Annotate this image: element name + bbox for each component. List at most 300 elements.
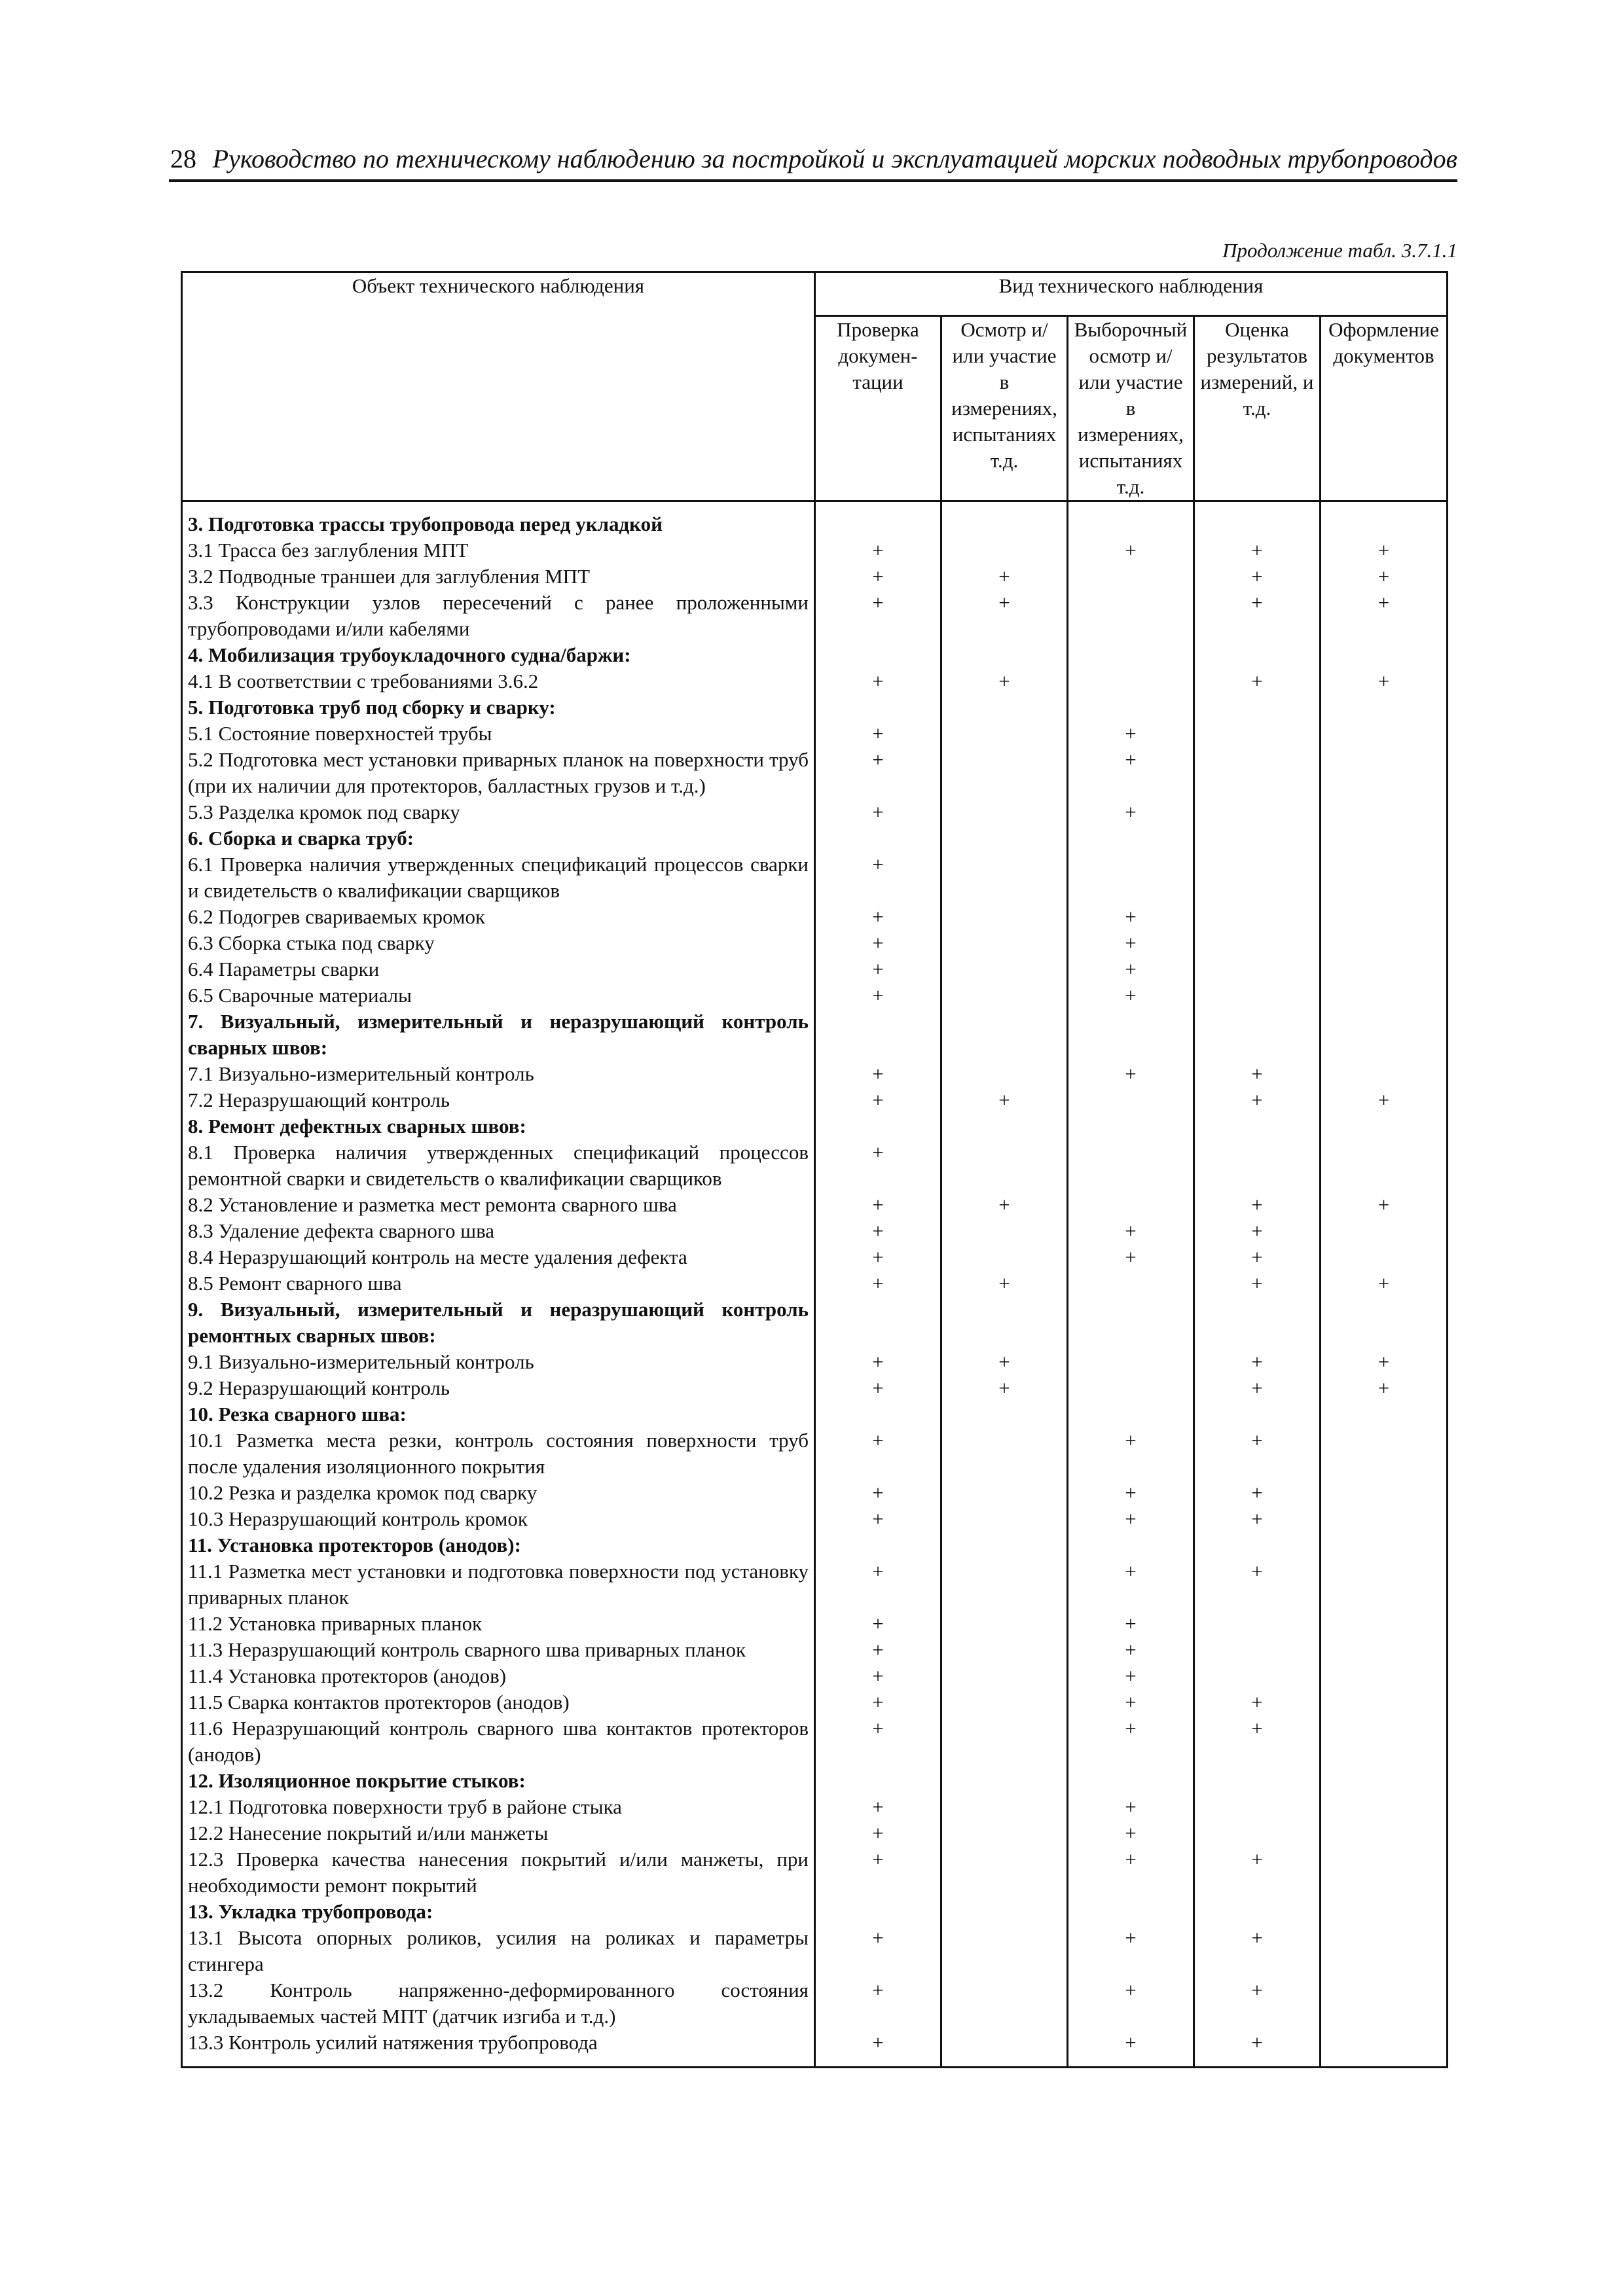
mark-cell: [941, 1794, 1068, 1820]
mark-cell: +: [941, 1349, 1068, 1375]
mark-cell: +: [1068, 930, 1194, 956]
mark-cell: +: [1068, 904, 1194, 930]
mark-cell: [941, 694, 1068, 721]
mark-cell: +: [1068, 1506, 1194, 1532]
mark-cell: [941, 1768, 1068, 1794]
mark-cell: +: [1194, 1480, 1321, 1506]
mark-cell: [1321, 930, 1448, 956]
row-label: 13.1 Высота опорных роликов, усилия на роликах и параметры стингера: [182, 1925, 815, 1977]
mark-cell: [1321, 1218, 1448, 1244]
mark-cell: [1194, 1113, 1321, 1139]
mark-cell: +: [815, 1715, 941, 1768]
mark-cell: [1194, 694, 1321, 721]
mark-cell: +: [815, 982, 941, 1009]
mark-cell: [1321, 1139, 1448, 1192]
mark-cell: [1068, 1192, 1194, 1218]
table-body: [182, 501, 1448, 2068]
mark-cell: [941, 956, 1068, 982]
table-row: [182, 1061, 1448, 1087]
mark-cell: +: [941, 668, 1068, 694]
mark-cell: [1321, 694, 1448, 721]
section-row: [182, 501, 1448, 538]
mark-cell: +: [1068, 1663, 1194, 1689]
mark-cell: +: [941, 590, 1068, 642]
mark-cell: [1194, 1401, 1321, 1427]
mark-cell: [1194, 1768, 1321, 1794]
mark-cell: [1321, 852, 1448, 904]
table-row: [182, 1846, 1448, 1899]
mark-cell: +: [815, 1663, 941, 1689]
mark-cell: +: [815, 1558, 941, 1611]
mark-cell: [815, 694, 941, 721]
mark-cell: [815, 501, 941, 538]
mark-cell: +: [1068, 1925, 1194, 1977]
table-row: [182, 668, 1448, 694]
mark-cell: [941, 1977, 1068, 2030]
mark-cell: +: [1068, 1611, 1194, 1637]
row-label: 9.2 Неразрушающий контроль: [182, 1375, 815, 1401]
table-row: [182, 1977, 1448, 2030]
mark-cell: [1194, 1794, 1321, 1820]
column-header-inspection: Осмотр и/ или участие в измерениях, испытаниях т.д.: [941, 316, 1068, 501]
table-row: [182, 1244, 1448, 1270]
mark-cell: [1321, 1427, 1448, 1480]
mark-cell: [1194, 747, 1321, 799]
mark-cell: +: [1068, 799, 1194, 825]
mark-cell: [941, 2030, 1068, 2068]
mark-cell: +: [815, 1349, 941, 1375]
mark-cell: [1321, 1768, 1448, 1794]
mark-cell: +: [1321, 1192, 1448, 1218]
table-row: [182, 1715, 1448, 1768]
mark-cell: [1068, 564, 1194, 590]
row-label: 3.3 Конструкции узлов пересечений с ранее проложенными трубопроводами и/или кабелями: [182, 590, 815, 642]
mark-cell: +: [1068, 1794, 1194, 1820]
table-row: [182, 1375, 1448, 1401]
mark-cell: [1194, 1663, 1321, 1689]
row-label: 8.3 Удаление дефекта сварного шва: [182, 1218, 815, 1244]
row-label: 9.1 Визуально-измерительный контроль: [182, 1349, 815, 1375]
mark-cell: [941, 1558, 1068, 1611]
mark-cell: [1321, 747, 1448, 799]
mark-cell: +: [815, 1611, 941, 1637]
table-row: [182, 1558, 1448, 1611]
mark-cell: [1321, 1715, 1448, 1768]
mark-cell: +: [1194, 1061, 1321, 1087]
mark-cell: [941, 799, 1068, 825]
mark-cell: +: [1321, 564, 1448, 590]
row-label: 10.1 Разметка места резки, контроль состояния поверхности труб после удаления изоляционного покрытия: [182, 1427, 815, 1480]
mark-cell: [941, 721, 1068, 747]
mark-cell: [941, 1925, 1068, 1977]
section-title: 13. Укладка трубопровода:: [182, 1899, 815, 1925]
section-row: [182, 1532, 1448, 1558]
mark-cell: [1321, 1506, 1448, 1532]
section-title: 7. Визуальный, измерительный и неразрушающий контроль сварных швов:: [182, 1009, 815, 1061]
mark-cell: +: [1068, 1427, 1194, 1480]
row-label: 6.2 Подогрев свариваемых кромок: [182, 904, 815, 930]
mark-cell: [1068, 825, 1194, 852]
row-label: 11.2 Установка приварных планок: [182, 1611, 815, 1637]
mark-cell: [1068, 1087, 1194, 1113]
mark-cell: [941, 642, 1068, 668]
mark-cell: [1068, 1009, 1194, 1061]
mark-cell: [1068, 1375, 1194, 1401]
mark-cell: [1068, 1401, 1194, 1427]
mark-cell: +: [815, 721, 941, 747]
mark-cell: [1068, 1139, 1194, 1192]
table-row: [182, 1820, 1448, 1846]
running-title: Руководство по техническому наблюдению за постройкой и эксплуатацией морских подводных трубопроводов: [212, 144, 1457, 173]
section-title: 9. Визуальный, измерительный и неразрушающий контроль ремонтных сварных швов:: [182, 1297, 815, 1349]
mark-cell: [1321, 721, 1448, 747]
mark-cell: [1321, 1846, 1448, 1899]
section-row: [182, 1899, 1448, 1925]
table-row: [182, 1139, 1448, 1192]
table-row: [182, 590, 1448, 642]
mark-cell: [1068, 642, 1194, 668]
mark-cell: [941, 1663, 1068, 1689]
table-row: [182, 799, 1448, 825]
mark-cell: [815, 1401, 941, 1427]
mark-cell: [815, 825, 941, 852]
mark-cell: [1321, 1009, 1448, 1061]
table-row: [182, 956, 1448, 982]
column-header-document-review: Проверка докумен-тации: [815, 316, 941, 501]
table-row: [182, 1637, 1448, 1663]
table-row: [182, 564, 1448, 590]
mark-cell: [941, 1139, 1068, 1192]
section-row: [182, 1768, 1448, 1794]
mark-cell: +: [941, 1375, 1068, 1401]
mark-cell: +: [815, 956, 941, 982]
mark-cell: +: [1194, 1925, 1321, 1977]
mark-cell: +: [941, 1270, 1068, 1297]
section-row: [182, 825, 1448, 852]
mark-cell: [941, 1637, 1068, 1663]
mark-cell: [815, 1297, 941, 1349]
mark-cell: +: [815, 2030, 941, 2068]
table-row: [182, 537, 1448, 564]
mark-cell: [1194, 721, 1321, 747]
row-label: 8.5 Ремонт сварного шва: [182, 1270, 815, 1297]
mark-cell: [941, 1061, 1068, 1087]
mark-cell: +: [1194, 668, 1321, 694]
row-label: 11.6 Неразрушающий контроль сварного шва контактов протекторов (анодов): [182, 1715, 815, 1768]
section-title: 12. Изоляционное покрытие стыков:: [182, 1768, 815, 1794]
mark-cell: +: [1068, 1715, 1194, 1768]
page-header: [169, 143, 1457, 182]
mark-cell: +: [815, 668, 941, 694]
column-header-documentation: Оформление документов: [1321, 316, 1448, 501]
table-row: [182, 852, 1448, 904]
row-label: 13.2 Контроль напряженно-деформированного состояния укладываемых частей МПТ (датчик изгиба и т.д.): [182, 1977, 815, 2030]
mark-cell: [1068, 590, 1194, 642]
mark-cell: +: [815, 1637, 941, 1663]
mark-cell: +: [1194, 1349, 1321, 1375]
supervision-type-group-header: Вид технического наблюдения: [815, 272, 1448, 316]
mark-cell: +: [1068, 2030, 1194, 2068]
mark-cell: [1321, 1244, 1448, 1270]
mark-cell: [1321, 642, 1448, 668]
mark-cell: +: [815, 1139, 941, 1192]
table-row: [182, 747, 1448, 799]
row-label: 11.4 Установка протекторов (анодов): [182, 1663, 815, 1689]
row-label: 6.4 Параметры сварки: [182, 956, 815, 982]
mark-cell: [1321, 1113, 1448, 1139]
mark-cell: +: [1321, 537, 1448, 564]
mark-cell: +: [1068, 956, 1194, 982]
mark-cell: [941, 747, 1068, 799]
mark-cell: +: [815, 904, 941, 930]
mark-cell: [941, 1532, 1068, 1558]
mark-cell: [941, 1846, 1068, 1899]
mark-cell: +: [815, 1820, 941, 1846]
mark-cell: +: [815, 537, 941, 564]
mark-cell: [941, 1297, 1068, 1349]
mark-cell: +: [941, 1192, 1068, 1218]
mark-cell: [1194, 982, 1321, 1009]
mark-cell: [1068, 1270, 1194, 1297]
mark-cell: +: [1068, 1637, 1194, 1663]
mark-cell: +: [1321, 590, 1448, 642]
mark-cell: [1194, 642, 1321, 668]
mark-cell: +: [1068, 721, 1194, 747]
mark-cell: +: [1068, 1244, 1194, 1270]
row-label: 6.1 Проверка наличия утвержденных спецификаций процессов сварки и свидетельств о квалификации сварщиков: [182, 852, 815, 904]
section-row: [182, 1401, 1448, 1427]
row-label: 6.3 Сборка стыка под сварку: [182, 930, 815, 956]
mark-cell: [941, 904, 1068, 930]
mark-cell: +: [815, 1087, 941, 1113]
mark-cell: [1194, 501, 1321, 538]
mark-cell: [1321, 799, 1448, 825]
mark-cell: [1321, 1061, 1448, 1087]
mark-cell: +: [1068, 1558, 1194, 1611]
table-row: [182, 1192, 1448, 1218]
mark-cell: +: [815, 1794, 941, 1820]
mark-cell: +: [815, 1506, 941, 1532]
section-title: 3. Подготовка трассы трубопровода перед укладкой: [182, 501, 815, 538]
mark-cell: [1321, 1297, 1448, 1349]
mark-cell: +: [1194, 1375, 1321, 1401]
row-label: 6.5 Сварочные материалы: [182, 982, 815, 1009]
mark-cell: +: [1068, 1846, 1194, 1899]
mark-cell: [1194, 799, 1321, 825]
section-row: [182, 1297, 1448, 1349]
mark-cell: +: [815, 1925, 941, 1977]
page-number: 28: [170, 144, 196, 173]
mark-cell: [1321, 1532, 1448, 1558]
table-row: [182, 1427, 1448, 1480]
section-row: [182, 1009, 1448, 1061]
mark-cell: [941, 825, 1068, 852]
mark-cell: [941, 852, 1068, 904]
mark-cell: +: [1194, 1715, 1321, 1768]
mark-cell: [815, 1009, 941, 1061]
object-column-header: Объект технического наблюдения: [182, 272, 815, 501]
row-label: 8.4 Неразрушающий контроль на месте удаления дефекта: [182, 1244, 815, 1270]
mark-cell: [1321, 1820, 1448, 1846]
row-label: 8.2 Установление и разметка мест ремонта сварного шва: [182, 1192, 815, 1218]
row-label: 7.1 Визуально-измерительный контроль: [182, 1061, 815, 1087]
mark-cell: +: [815, 1427, 941, 1480]
table-row: [182, 1270, 1448, 1297]
mark-cell: [1321, 1558, 1448, 1611]
mark-cell: [941, 1689, 1068, 1715]
mark-cell: [941, 1401, 1068, 1427]
table-row: [182, 1663, 1448, 1689]
mark-cell: +: [1321, 668, 1448, 694]
mark-cell: [1194, 930, 1321, 956]
mark-cell: [1194, 1899, 1321, 1925]
mark-cell: +: [815, 1244, 941, 1270]
mark-cell: [1321, 1794, 1448, 1820]
table-row: [182, 930, 1448, 956]
row-label: 4.1 В соответствии с требованиями 3.6.2: [182, 668, 815, 694]
mark-cell: +: [1068, 1689, 1194, 1715]
table-row: [182, 1794, 1448, 1820]
section-row: [182, 1113, 1448, 1139]
mark-cell: [1321, 501, 1448, 538]
mark-cell: [1321, 982, 1448, 1009]
mark-cell: +: [1194, 2030, 1321, 2068]
row-label: 12.1 Подготовка поверхности труб в районе стыка: [182, 1794, 815, 1820]
mark-cell: +: [815, 1977, 941, 2030]
mark-cell: +: [815, 1270, 941, 1297]
mark-cell: [941, 1427, 1068, 1480]
mark-cell: [1321, 956, 1448, 982]
mark-cell: +: [1068, 537, 1194, 564]
column-header-results-evaluation: Оценка результатов измерений, и т.д.: [1194, 316, 1321, 501]
mark-cell: [1194, 1611, 1321, 1637]
mark-cell: [1194, 1139, 1321, 1192]
mark-cell: +: [1068, 1820, 1194, 1846]
mark-cell: [815, 1113, 941, 1139]
mark-cell: +: [1068, 1061, 1194, 1087]
column-header-selective-inspection: Выборочный осмотр и/или участие в измерениях, испытаниях т.д.: [1068, 316, 1194, 501]
mark-cell: [941, 1611, 1068, 1637]
table-row: [182, 2030, 1448, 2068]
mark-cell: [1321, 1401, 1448, 1427]
mark-cell: +: [815, 1375, 941, 1401]
mark-cell: +: [1194, 564, 1321, 590]
mark-cell: [1321, 2030, 1448, 2068]
section-title: 4. Мобилизация трубоукладочного судна/баржи:: [182, 642, 815, 668]
mark-cell: [1068, 1113, 1194, 1139]
mark-cell: [1068, 694, 1194, 721]
table-row: [182, 1480, 1448, 1506]
mark-cell: [1068, 1899, 1194, 1925]
row-label: 12.2 Нанесение покрытий и/или манжеты: [182, 1820, 815, 1846]
mark-cell: [941, 1820, 1068, 1846]
row-label: 5.3 Разделка кромок под сварку: [182, 799, 815, 825]
mark-cell: [1321, 904, 1448, 930]
row-label: 11.5 Сварка контактов протекторов (анодов): [182, 1689, 815, 1715]
mark-cell: [941, 1244, 1068, 1270]
mark-cell: [1068, 1349, 1194, 1375]
mark-cell: +: [1068, 1218, 1194, 1244]
table-row: [182, 1218, 1448, 1244]
mark-cell: +: [1194, 1087, 1321, 1113]
mark-cell: +: [941, 1087, 1068, 1113]
mark-cell: [1068, 1297, 1194, 1349]
table-row: [182, 1087, 1448, 1113]
row-label: 10.3 Неразрушающий контроль кромок: [182, 1506, 815, 1532]
table-row: [182, 1349, 1448, 1375]
table-row: [182, 1925, 1448, 1977]
table-row: [182, 1506, 1448, 1532]
mark-cell: +: [815, 1689, 941, 1715]
table-row: [182, 721, 1448, 747]
mark-cell: [1194, 1637, 1321, 1663]
mark-cell: +: [1194, 1427, 1321, 1480]
mark-cell: +: [815, 1192, 941, 1218]
mark-cell: +: [1194, 1218, 1321, 1244]
mark-cell: [941, 1715, 1068, 1768]
mark-cell: +: [815, 852, 941, 904]
section-title: 8. Ремонт дефектных сварных швов:: [182, 1113, 815, 1139]
mark-cell: +: [815, 799, 941, 825]
mark-cell: [815, 1899, 941, 1925]
mark-cell: +: [1194, 1689, 1321, 1715]
row-label: 8.1 Проверка наличия утвержденных спецификаций процессов ремонтной сварки и свидетельств о квалификации сварщиков: [182, 1139, 815, 1192]
section-title: 11. Установка протекторов (анодов):: [182, 1532, 815, 1558]
mark-cell: +: [1068, 1480, 1194, 1506]
row-label: 13.3 Контроль усилий натяжения трубопровода: [182, 2030, 815, 2068]
mark-cell: [1321, 825, 1448, 852]
section-title: 5. Подготовка труб под сборку и сварку:: [182, 694, 815, 721]
row-label: 3.1 Трасса без заглубления МПТ: [182, 537, 815, 564]
mark-cell: [1321, 1925, 1448, 1977]
mark-cell: +: [815, 564, 941, 590]
mark-cell: +: [1194, 537, 1321, 564]
mark-cell: +: [1068, 982, 1194, 1009]
mark-cell: [941, 1899, 1068, 1925]
mark-cell: [941, 1218, 1068, 1244]
mark-cell: [941, 1113, 1068, 1139]
mark-cell: +: [815, 930, 941, 956]
mark-cell: +: [815, 1218, 941, 1244]
mark-cell: [1194, 904, 1321, 930]
mark-cell: +: [1194, 1192, 1321, 1218]
table-row: [182, 904, 1448, 930]
mark-cell: [941, 1009, 1068, 1061]
mark-cell: [1194, 1297, 1321, 1349]
mark-cell: [1068, 501, 1194, 538]
mark-cell: +: [1194, 1244, 1321, 1270]
row-label: 7.2 Неразрушающий контроль: [182, 1087, 815, 1113]
mark-cell: +: [1194, 1558, 1321, 1611]
mark-cell: +: [1321, 1349, 1448, 1375]
row-label: 11.3 Неразрушающий контроль сварного шва приварных планок: [182, 1637, 815, 1663]
mark-cell: [941, 1506, 1068, 1532]
table-continuation-note: Продолжение табл. 3.7.1.1: [1222, 239, 1457, 262]
mark-cell: [1194, 825, 1321, 852]
mark-cell: [1194, 1820, 1321, 1846]
mark-cell: [1194, 852, 1321, 904]
mark-cell: +: [1194, 1270, 1321, 1297]
table-row: [182, 982, 1448, 1009]
mark-cell: +: [1194, 1977, 1321, 2030]
mark-cell: [815, 1768, 941, 1794]
mark-cell: [1321, 1637, 1448, 1663]
mark-cell: +: [815, 1061, 941, 1087]
table-row: [182, 1611, 1448, 1637]
mark-cell: [941, 537, 1068, 564]
mark-cell: [815, 642, 941, 668]
mark-cell: [1321, 1663, 1448, 1689]
